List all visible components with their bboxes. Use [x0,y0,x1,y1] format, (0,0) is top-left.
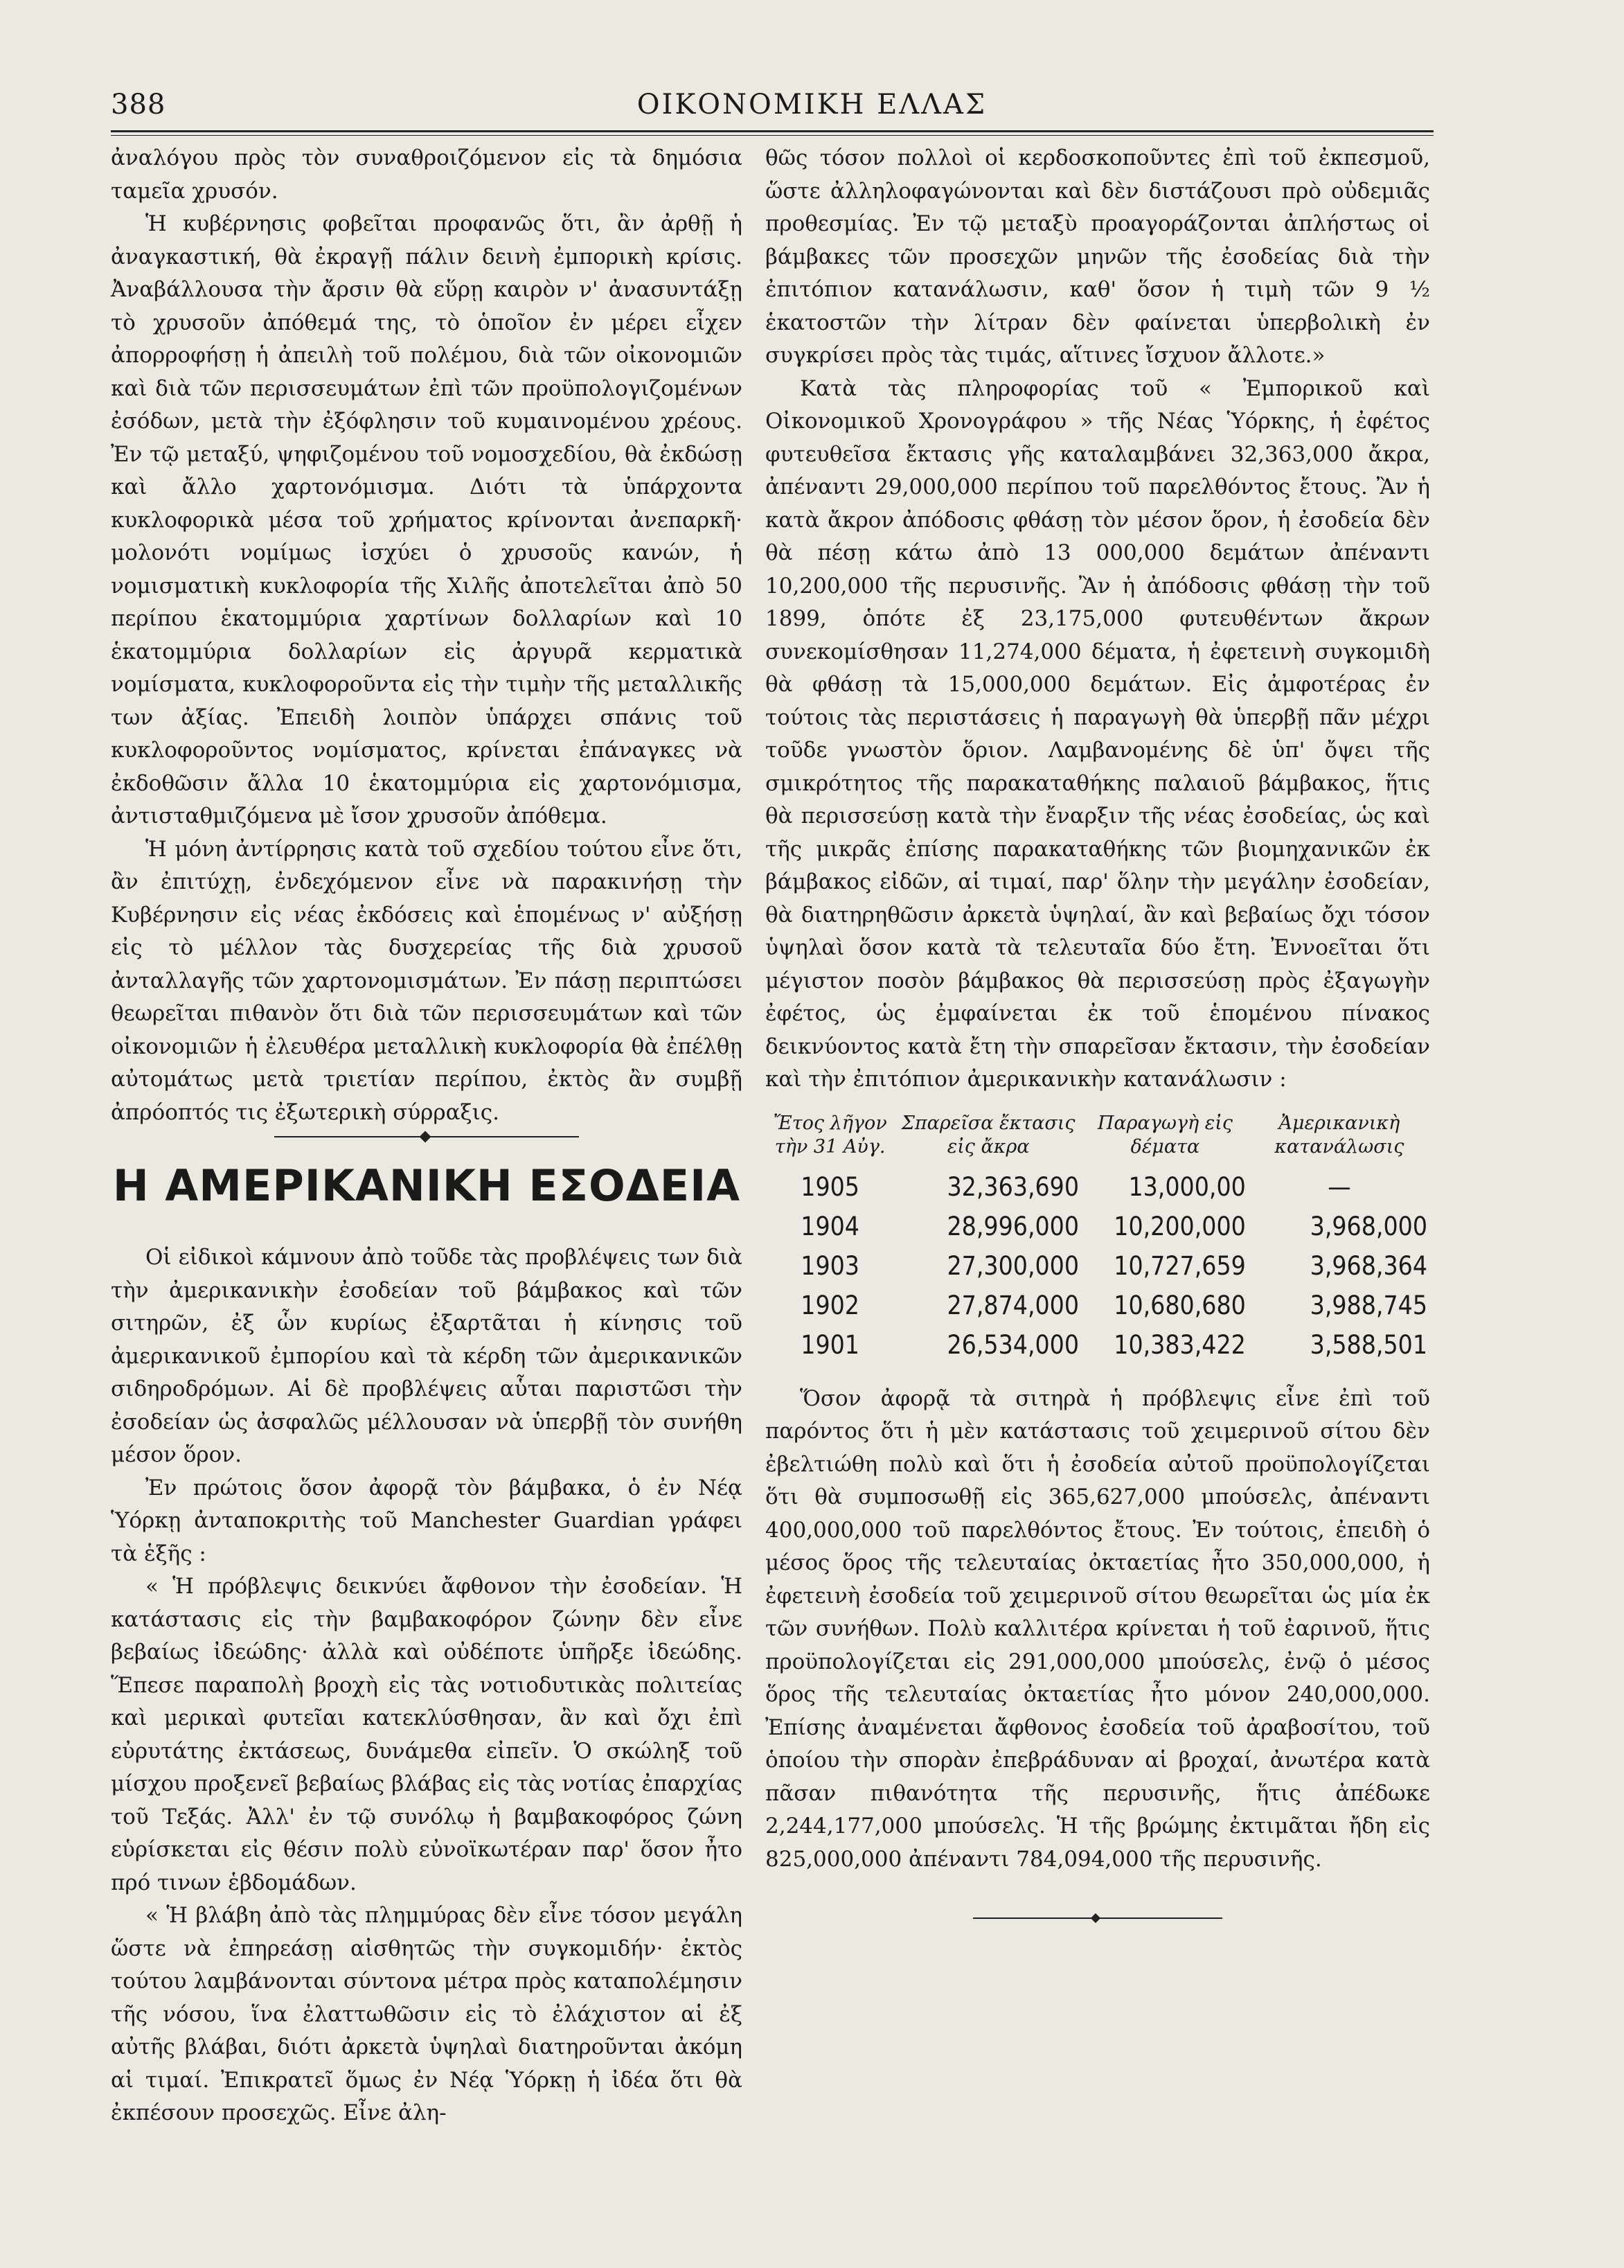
table-cell: 10,727,659 [1114,1250,1246,1281]
table-cell: — [1328,1171,1351,1202]
paragraph: Οἱ εἰδικοὶ κάμνουν ἀπὸ τοῦδε τὰς προβλέψεις των διὰ τὴν ἀμερικανικὴν ἐσοδείαν τοῦ βάμβακος καὶ τῶν σιτηρῶν, ἐξ ὧν κυρίως ἐξαρτᾶται ἡ κίνησις τοῦ ἀμερικανικοῦ ἐμπορίου καὶ τὰ κέρδη τῶν ἀμερικανικῶν σιδηροδρόμων. Αἱ δὲ προβλέψεις αὗται παριστῶσι τὴν ἐσοδείαν ὡς ἀσφαλῶς μέλλουσαν νὰ ὑπερβῇ τὸν συνήθη μέσον ὅρον. [111,1245,742,1467]
table-cell: 10,200,000 [1114,1211,1246,1241]
table-row [765,1207,1430,1246]
table-cell: 3,588,501 [1310,1329,1427,1360]
table-cell: 1902 [801,1290,859,1320]
section-divider [274,1136,579,1137]
table-cell: 10,680,680 [1114,1290,1246,1320]
table-cell: 27,300,000 [947,1250,1080,1281]
table-cell: 27,874,000 [947,1290,1080,1320]
paragraph: Ἐν πρώτοις ὅσον ἀφορᾷ τὸν βάμβακα, ὁ ἐν Νέᾳ Ὑόρκῃ ἀνταποκριτὴς τοῦ Manchester Guardian γράφει τὰ ἑξῆς : [111,1475,742,1566]
table-cell: 1903 [801,1250,859,1281]
end-divider [973,1917,1222,1919]
table-cell: 3,968,364 [1310,1250,1427,1281]
page-number: 388 [111,89,166,121]
column-header: Ἀμερικανικὴ κατανάλωσις [1274,1112,1404,1158]
quote-paragraph: « Ἡ βλάβη ἀπὸ τὰς πλημμύρας δὲν εἶνε τόσον μεγάλη ὥστε νὰ ἐπηρεάσῃ αἰσθητῶς τὴν συγκομιδήν· ἐκτὸς τούτου λαμβάνονται σύντονα μέτρα πρὸς καταπολέμησιν τῆς νόσου, ἵνα ἐλαττωθῶσιν εἰς τὸ ἐλάχιστον αἱ ἐξ αὐτῆς βλάβαι, διότι ἀρκετὰ ὑψηλαὶ διατηροῦνται ἀκόμη αἱ τιμαί. Ἐπικρατεῖ ὅμως ἐν Νέᾳ Ὑόρκῃ ἡ ἰδέα ὅτι θὰ ἐκπέσουν προσεχῶς. Εἶνε ἀλη- [111,1903,742,2125]
section-heading: Η ΑΜΕΡΙΚΑΝΙΚΗ ΕΣΟΔΕΙΑ [112,1160,741,1211]
paragraph: Ἡ κυβέρνησις φοβεῖται προφανῶς ὅτι, ἂν ἀρθῇ ἡ ἀναγκαστική, θὰ ἐκραγῇ πάλιν δεινὴ ἐμπορικὴ κρίσις. Ἀναβάλλουσα τὴν ἄρσιν θὰ εὕρῃ καιρὸν ν' ἀνασυντάξῃ τὸ χρυσοῦν ἀπόθεμά της, τὸ ὁποῖον ἐν μέρει εἶχεν ἀπορροφήσῃ ἡ ἀπειλὴ τοῦ πολέμου, διὰ τῶν οἰκονομιῶν καὶ διὰ τῶν περισσευμάτων ἐπὶ τῶν προϋπολογιζομένων ἐσόδων, μετὰ τὴν ἐξόφλησιν τοῦ κυμαινομένου χρέους. Ἐν τῷ μεταξύ, ψηφιζομένου τοῦ νομοσχεδίου, θὰ ἐκδώσῃ καὶ ἄλλο χαρτονόμισμα. Διότι τὰ ὑπάρχοντα κυκλοφορικὰ μέσα τοῦ χρήματος κρίνονται ἀνεπαρκῆ· μολονότι νομίμως ἰσχύει ὁ χρυσοῦς κανών, ἡ νομισματικὴ κυκλοφορία τῆς Χιλῆς ἀποτελεῖται ἀπὸ 50 περίπου ἑκατομμύρια χαρτίνων δολλαρίων καὶ 10 ἑκατομμύρια δολλαρίων εἰς ἀργυρᾶ κερματικὰ νομίσματα, κυκλοφοροῦντα εἰς τὴν τιμὴν τῆς μεταλλικῆς των ἀξίας. Ἐπειδὴ λοιπὸν ὑπάρχει σπάνις τοῦ κυκλοφοροῦντος νομίσματος, κρίνεται ἐπάναγκες νὰ ἐκδοθῶσιν ἄλλα 10 ἑκατομμύρια εἰς χαρτονόμισμα, ἀντισταθμιζόμενα μὲ ἴσον χρυσοῦν ἀπόθεμα. [111,211,742,829]
quote-paragraph: « Ἡ πρόβλεψις δεικνύει ἄφθονον τὴν ἐσοδείαν. Ἡ κατάστασις εἰς τὴν βαμβακοφόρον ζώνην δὲν εἶνε βεβαίως ἰδεώδης· ἀλλὰ καὶ οὐδέποτε ὑπῆρξε ἰδεώδης. Ἕπεσε παραπολὴ βροχὴ εἰς τὰς νοτιοδυτικὰς πολιτείας καὶ μερικαὶ φυτεῖαι κατεκλύσθησαν, ἂν καὶ ὄχι ἐπὶ εὐρυτάτης ἐκτάσεως, δυνάμεθα εἰπεῖν. Ὁ σκώληξ τοῦ μίσχου προξενεῖ βεβαίως βλάβας εἰς τὰς νοτίας ἐπαρχίας τοῦ Τεξάς. Ἀλλ' ἐν τῷ συνόλῳ ἡ βαμβακοφόρος ζώνη εὑρίσκεται εἰς θέσιν πολὺ εὐνοϊκωτέραν παρ' ὅσον ἦτο πρό τινων ἑβδομάδων. [111,1574,742,1895]
header-rule [111,130,1434,136]
table-row [765,1286,1430,1325]
table-cell: 13,000,00 [1128,1171,1246,1202]
table-cell: 3,968,000 [1310,1211,1427,1241]
table-header-row [765,1109,1430,1167]
table-cell: 26,534,000 [947,1329,1080,1360]
paragraph: θῶς τόσον πολλοὶ οἱ κερδοσκοποῦντες ἐπὶ τοῦ ἐκπεσμοῦ, ὥστε ἀλληλοφαγώνονται καὶ δὲν διστάζουσι πρὸ οὐδεμιᾶς προθεσμίας. Ἐν τῷ μεταξὺ προαγοράζονται ἀπλήστως οἱ βάμβακες τῶν προσεχῶν μηνῶν τῆς ἐσοδείας διὰ τὴν ἐπιτόπιον κατανάλωσιν, καθ' ὅσον ἡ τιμὴ τῶν 9 ½ ἑκατοστῶν τὴν λίτραν δὲν φαίνεται ὑπερβολικὴ ἐν συγκρίσει πρὸς τὰς τιμάς, αἵτινες ἴσχυον ἄλλοτε.» [765,145,1430,368]
table-cell: 3,988,745 [1310,1290,1427,1320]
paragraph: Κατὰ τὰς πληροφορίας τοῦ « Ἐμπορικοῦ καὶ Οἰκονομικοῦ Χρονογράφου » τῆς Νέας Ὑόρκης, ἡ ἐφέτος φυτευθεῖσα ἔκτασις γῆς καταλαμβάνει 32,363,000 ἄκρα, ἀπέναντι 29,000,000 περίπου τοῦ παρελθόντος ἔτους. Ἂν ἡ κατὰ ἄκρον ἀπόδοσις φθάσῃ τὸν μέσον ὅρον, ἡ ἐσοδεία δὲν θὰ πέσῃ κάτω ἀπὸ 13 000,000 δεμάτων ἀπέναντι 10,200,000 τῆς περυσινῆς. Ἂν ἡ ἀπόδοσις φθάσῃ τὴν τοῦ 1899, ὁπότε ἐξ 23,175,000 φυτευθέντων ἄκρων συνεκομίσθησαν 11,274,000 δέματα, ἡ ἐφετεινὴ συγκομιδὴ θὰ φθάσῃ τὰ 15,000,000 δεμάτων. Εἰς ἀμφοτέρας ἐν τούτοις τὰς περιστάσεις ἡ παραγωγὴ θὰ ὑπερβῇ πᾶν μέχρι τοῦδε γνωστὸν ὅριον. Λαμβανομένης δὲ ὑπ' ὄψει τῆς σμικρότητος τῆς παρακαταθήκης παλαιοῦ βάμβακος, ἥτις θὰ περισσεύσῃ κατὰ τὴν ἔναρξιν τῆς νέας ἐσοδείας, ὡς καὶ τῆς μικρᾶς ἐπίσης παρακαταθήκης τῶν βιομηχανικῶν ἐκ βάμβακος εἰδῶν, αἱ τιμαί, παρ' ὅλην τὴν μεγάλην ἐσοδείαν, θὰ διατηρηθῶσιν ἀρκετὰ ὑψηλαί, ἂν καὶ βεβαίως ὄχι τόσον ὑψηλαὶ ὅσον κατὰ τὰ τελευταῖα δύο ἔτη. Ἐννοεῖται ὅτι μέγιστον ποσὸν βάμβακος θὰ περισσεύσῃ πρὸς ἐξαγωγὴν ἐφέτος, ὡς ἐμφαίνεται ἐκ τοῦ ἑπομένου πίνακος δεικνύοντος κατὰ ἔτη τὴν σπαρεῖσαν ἔκτασιν, τὴν ἐσοδείαν καὶ τὴν ἐπιτόπιον ἀμερικανικὴν κατανάλωσιν : [765,375,1430,1092]
table-cell: 32,363,690 [947,1171,1080,1202]
column-header: Ἔτος λῆγον τὴν 31 Αὐγ. [773,1112,887,1158]
table-row [765,1325,1430,1365]
table-row [765,1246,1430,1286]
paragraph: Ὅσον ἀφορᾷ τὰ σιτηρὰ ἡ πρόβλεψις εἶνε ἐπὶ τοῦ παρόντος ὅτι ἡ μὲν κατάστασις τοῦ χειμερινοῦ σίτου δὲν ἐβελτιώθη πολὺ καὶ ὅτι ἡ ἐσοδεία αὐτοῦ προϋπολογίζεται ὅτι θὰ συμποσωθῇ εἰς 365,627,000 μπούσελς, ἀπέναντι 400,000,000 τοῦ παρελθόντος ἔτους. Ἐν τούτοις, ἐπειδὴ ὁ μέσος ὅρος τῆς τελευταίας ὀκταετίας ἦτο 350,000,000, ἡ ἐφετεινὴ ἐσοδεία τοῦ χειμερινοῦ σίτου θεωρεῖται ὡς μία ἐκ τῶν συνήθων. Πολὺ καλλιτέρα κρίνεται ἡ τοῦ ἐαρινοῦ, ἥτις προϋπολογίζεται εἰς 291,000,000 μπούσελς, ἐνῷ ὁ μέσος ὅρος τῆς τελευταίας ὀκταετίας ἦτο μόνον 240,000,000. Ἐπίσης ἀναμένεται ἄφθονος ἐσοδεία τοῦ ἀραβοσίτου, τοῦ ὁποίου τὴν σπορὰν ἐπεβράδυναν αἱ βροχαί, ἀνωτέρα κατὰ πᾶσαν πιθανότητα τῆς περυσινῆς, ἥτις ἀπέδωκε 2,244,177,000 μπούσελς. Ἡ τῆς βρώμης ἐκτιμᾶται ἤδη εἰς 825,000,000 ἀπέναντι 784,094,000 τῆς περυσινῆς. [765,1385,1430,1872]
paragraph: Ἡ μόνη ἀντίρρησις κατὰ τοῦ σχεδίου τούτου εἶνε ὅτι, ἂν ἐπιτύχῃ, ἐνδεχόμενον εἶνε νὰ παρακινήσῃ τὴν Κυβέρνησιν εἰς νέας ἐκδόσεις καὶ ἑπομένως ν' αὐξήσῃ εἰς τὸ μέλλον τὰς δυσχερείας τῆς διὰ χρυσοῦ ἀνταλλαγῆς τῶν χαρτονομισμάτων. Ἐν πάσῃ περιπτώσει θεωρεῖται πιθανὸν ὅτι διὰ τῶν περισσευμάτων καὶ τῶν οἰκονομιῶν ἡ ἐλευθέρα μεταλλικὴ κυκλοφορία θὰ ἐπέλθῃ αὐτομάτως μετὰ τριετίαν περίπου, ἐκτὸς ἂν συμβῇ ἀπρόοπτός τις ἐξωτερικὴ σύρραξις. [111,836,742,1125]
column-header: Σπαρεῖσα ἔκτασις εἰς ἄκρα [901,1112,1076,1158]
table-cell: 1904 [801,1211,859,1241]
table-cell: 10,383,422 [1114,1329,1246,1360]
table-cell: 1901 [801,1329,859,1360]
left-column [111,142,742,2130]
table-row [765,1167,1430,1207]
cotton-statistics-table [765,1109,1430,1365]
table-cell: 28,996,000 [947,1211,1080,1241]
right-column [765,142,1430,1919]
column-header: Παραγωγὴ εἰς δέματα [1097,1112,1233,1158]
paragraph: ἀναλόγου πρὸς τὸν συναθροιζόμενον εἰς τὰ δημόσια ταμεῖα χρυσόν. [111,145,742,204]
running-title: ΟΙΚΟΝΟΜΙΚΗ ΕΛΛΑΣ [636,89,988,121]
table-cell: 1905 [801,1171,859,1202]
